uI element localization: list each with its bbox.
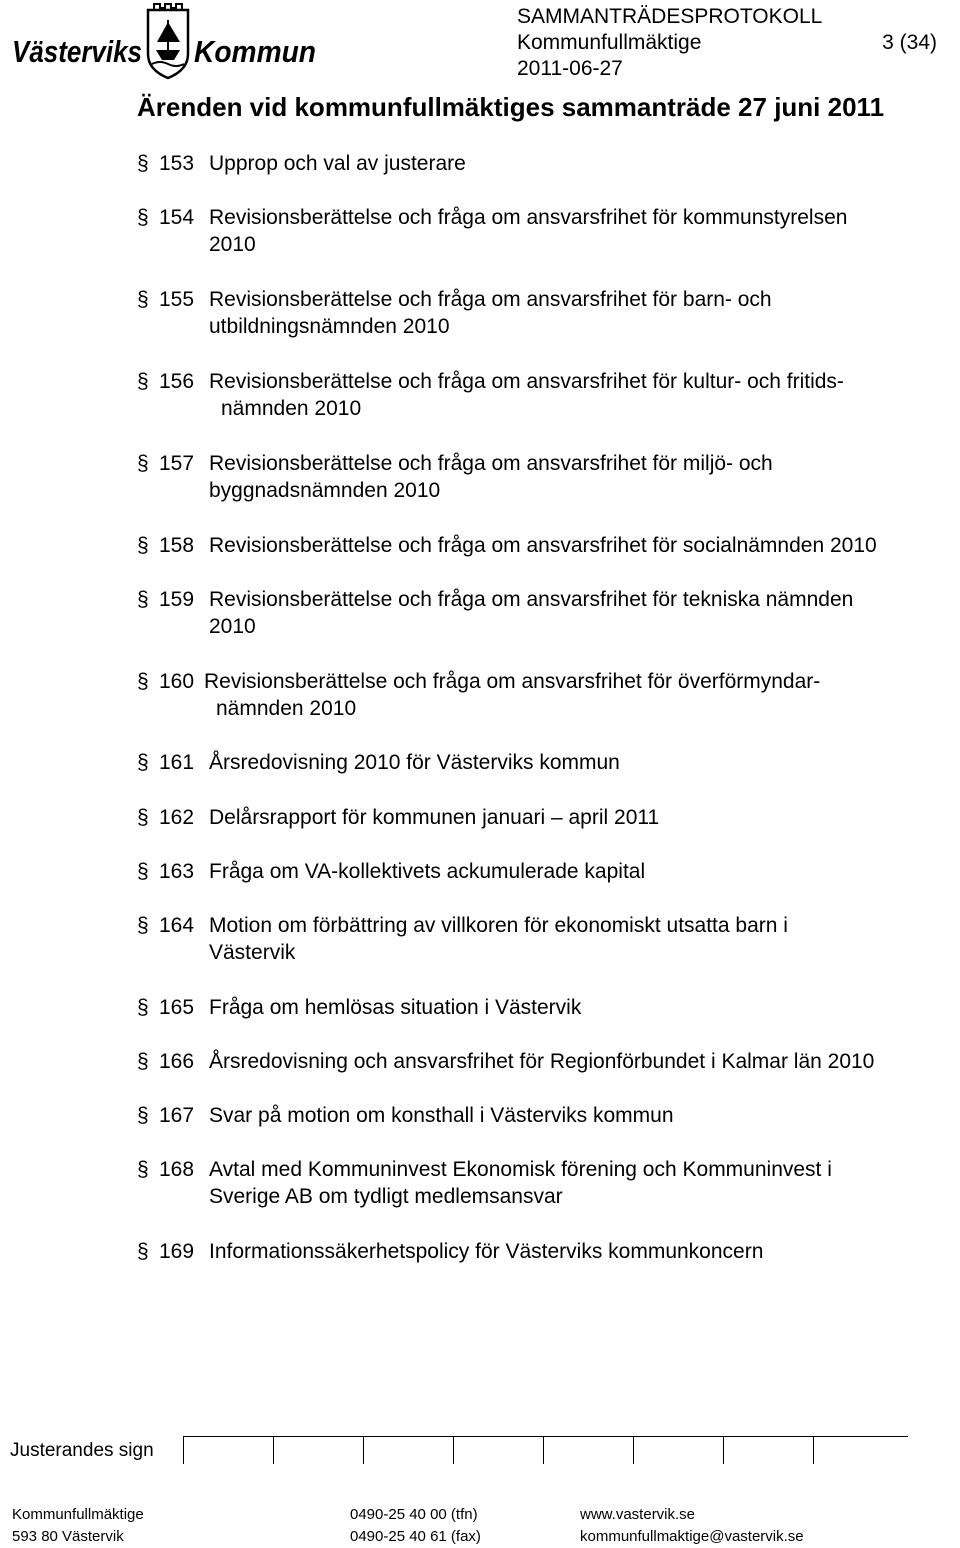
footer-phone: 0490-25 40 00 (tfn) 0490-25 40 61 (fax) [350,1506,481,1545]
section-sign: § [137,860,149,883]
document-header [517,4,937,82]
section-sign: § [137,1240,149,1263]
item-number: 159 [159,588,195,611]
email-link[interactable]: kommunfullmaktige@vastervik.se [580,1528,804,1545]
signature-line [183,1436,908,1437]
item-number: 154 [159,206,195,229]
signature-box-divider [543,1436,544,1464]
signature-box-divider [363,1436,364,1464]
item-number: 158 [159,534,195,557]
section-sign: § [137,1158,149,1181]
logo-wordmark-right: Kommun [194,34,316,69]
item-number: 156 [159,370,195,393]
item-text: Upprop och val av justerare [209,152,466,175]
section-sign: § [137,370,149,393]
website-link[interactable]: www.vastervik.se [580,1506,696,1523]
item-number: 157 [159,452,195,475]
section-sign: § [137,914,149,937]
section-sign: § [137,588,149,611]
item-text: Revisionsberättelse och fråga om ansvarsfrihet för miljö- och byggnadsnämnden 2010 [209,452,773,502]
item-text: Revisionsberättelse och fråga om ansvarsfrihet för barn- och utbildningsnämnden 2010 [209,288,772,338]
page-title: Ärenden vid kommunfullmäktiges sammanträde 27 juni 2011 [137,92,885,122]
item-number: 168 [159,1158,195,1181]
item-number: 166 [159,1050,195,1073]
signature-label: Justerandes sign [10,1440,154,1461]
footer-web [580,1504,804,1548]
section-sign: § [137,288,149,311]
signature-block [0,1432,960,1468]
page-number: 3 (34) [882,31,937,54]
item-number: 165 [159,996,195,1019]
item-number: 162 [159,806,195,829]
item-number: 160 [159,670,195,693]
item-text: Fråga om hemlösas situation i Västervik [209,996,582,1019]
item-text: Svar på motion om konsthall i Västerviks kommun [209,1104,674,1127]
item-number: 169 [159,1240,195,1263]
signature-box-divider [813,1436,814,1464]
item-text: Fråga om VA-kollektivets ackumulerade kapital [209,860,646,883]
section-sign: § [137,206,149,229]
section-sign: § [137,670,149,693]
item-text: Revisionsberättelse och fråga om ansvarsfrihet för kommunstyrelsen 2010 [209,206,848,256]
item-text: Revisionsberättelse och fråga om ansvarsfrihet för socialnämnden 2010 [209,534,877,557]
item-number: 161 [159,751,195,774]
item-text: Revisionsberättelse och fråga om ansvarsfrihet för kultur- och fritids- nämnden 2010 [209,370,844,420]
doc-type: SAMMANTRÄDESPROTOKOLL [517,5,823,28]
signature-box-divider [723,1436,724,1464]
item-text: Revisionsberättelse och fråga om ansvarsfrihet för överförmyndar- nämnden 2010 [204,670,821,720]
section-sign: § [137,1050,149,1073]
section-sign: § [137,1104,149,1127]
item-number: 164 [159,914,195,937]
logo-wordmark-left: Västerviks [12,34,142,69]
item-text: Motion om förbättring av villkoren för ekonomiskt utsatta barn i Västervik [209,914,788,964]
section-sign: § [137,751,149,774]
item-text: Årsredovisning och ansvarsfrihet för Regionförbundet i Kalmar län 2010 [209,1050,875,1073]
item-number: 167 [159,1104,195,1127]
item-text: Delårsrapport för kommunen januari – april 2011 [209,806,660,829]
item-text: Revisionsberättelse och fråga om ansvarsfrihet för tekniska nämnden 2010 [209,588,854,638]
item-number: 153 [159,152,195,175]
doc-body: Kommunfullmäktige [517,31,702,54]
signature-box-divider [453,1436,454,1464]
item-text: Informationssäkerhetspolicy för Västerviks kommunkoncern [209,1240,764,1263]
section-sign: § [137,452,149,475]
item-number: 163 [159,860,195,883]
section-sign: § [137,152,149,175]
signature-box-divider [273,1436,274,1464]
signature-box-divider [633,1436,634,1464]
item-text: Årsredovisning 2010 för Västerviks kommun [209,751,620,774]
signature-box-divider [183,1436,184,1464]
section-sign: § [137,806,149,829]
footer-address: Kommunfullmäktige 593 80 Västervik [12,1506,144,1545]
doc-date: 2011-06-27 [517,57,623,80]
municipality-logo [10,2,320,82]
coat-of-arms-icon [148,4,188,78]
item-text: Avtal med Kommuninvest Ekonomisk förening och Kommuninvest i Sverige AB om tydligt medlemsansvar [209,1158,832,1208]
section-sign: § [137,534,149,557]
section-sign: § [137,996,149,1019]
item-number: 155 [159,288,195,311]
